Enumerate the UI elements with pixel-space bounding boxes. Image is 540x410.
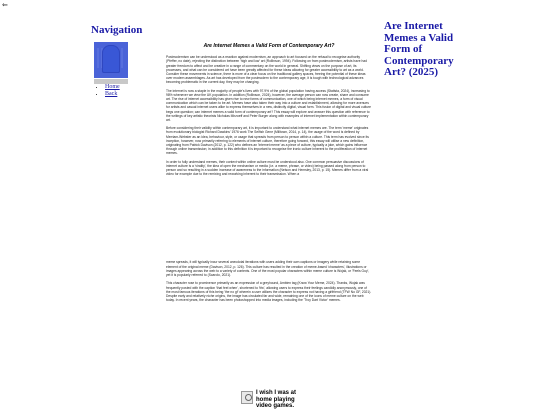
article-paragraph: This character rose to prominence primarily as an expression of a greyhound, Ambien tag (Know Your Meme, 2024). Thanks, Wojak was frequently posted with the caption 'that feel when', shortened to 'tfw', allowing users to express their feelings candidly anonymously, one of the most famous iterations of this being 'the no gf' wherein a user utilizes the character to express not having a girlfriend (TFW No GF, 2021). Despite early and relatively niche origins, the image has circulated far and wide, remaining one of the icons of meme culture on the web today. In recent years, the character has been photoshopped into media images, including the 'Troy Dart Victor' memes. [166,281,372,303]
article-paragraph: In order to fully understand memes, their context within online culture must be understood also. One common persuasive discussions of internet culture is a 'virality', the idea of open the mechanism or media (i.e. a meme, phrase, or video) being passed along from person to person and so resulting in a sudden increase of awareness to the information (Nelson and Hemsley, 2013, p. 15). Memes differ from a viral video for example due to the remixing and reworking inherent to their transmission. When a [166,159,369,177]
nav-link-back[interactable]: Back [105,91,118,97]
nav-image [94,42,128,78]
article-paragraph: Before considering their validity within contemporary art, it is important to understand what internet memes are. The term 'meme' originates from evolutionary biologist Richard Dawkins' 1976 work The Selfish Gene (Milltown, 2014, p. 14), the usage of the word is defined by Merriam-Webster as an idea, behaviour, style, or usage that spreads from person to person within a culture. This term has evolved since its inception, however, now primarily referring to elements of internet culture, therefore going forward, this essay will utilise a new definition, originating from Patrick Davison (2012, p. 122) who defines an 'internet meme' as a piece of culture, typically a joke, which gains influence through online transmission; in addition to this definition it is important to recognise the ironic culture inherent to the proliferation of internet memes. [166,126,369,156]
nav-list [97,84,120,98]
article [166,44,372,306]
article-paragraph: Postmodernism can be understood as a reaction against modernism, an approach to art focused on the refusal to recognise authority (Pfeffer, no date), rejecting the distinction between 'high and low' art (Rollinson, 1994). Following on from postmodernism, artists have had greater freedom to affect and be creative in a range of commentary on the world in general. Shifting views on the purpose of art, its processes, and what can be considered art have been greatly affected for these ideas allowing for greater accessibility to art as a world. Consider these movements in science, there is more of a clear focus on the traditional gallery spaces, freeing the potential of these ideas over modern assemblages. As art has developed from the postmodern to the contemporary age, it is tough with technological advances becoming problematic in the current day, they may be changing. [166,55,367,85]
navigation-panel [91,24,171,97]
nav-title: Navigation [91,24,143,36]
meme-image [241,390,301,409]
nav-item-home [105,84,120,91]
image-gap [166,180,372,260]
nav-link-home[interactable]: Home [105,84,120,90]
wojak-face-icon [241,391,253,404]
article-paragraph: The internet is now a staple in the majority of people's lives with 97.9% of the global population having access (Statista, 2024), increasing to 98% whenever we view the UK population. In addition (Rollinson, 2024), however, the average person can now create, share and consume art. The rise of internet accessibility has given rise to new forms of communication, one of which being internet memes, a form of visual communication which can be taken to be art. Memes have also taken their way into a culture and establishment, allowing for more avenues for artists and casual internet users alike to express themselves in a new, distinctly digital, visual form. This fusion of digital and visual culture begs one question; can internet memes a valid form of contemporary art? This essay will explore and answer this question with reference to the writings of key artistic theorists Nicholas Mirzoeff and Peter Burger along with examples of internet implementation within contemporary art. [166,88,371,123]
meme-caption: I wish I was at home playing video games. [256,390,297,409]
figure-silhouette [102,45,120,73]
nav-item-back [105,91,120,98]
back-arrow-icon[interactable]: ⇐ [2,1,8,9]
article-paragraph: meme spreads, it will typically incur several anecdotal iterations with users adding their own captions or imagery while retaining some element of the original meme (Davison, 2012, p. 126). This culture has resulted in the creation of meme-based 'characters', illustrations or images appearing across the web to a variety of contexts. One of the most popular characters within meme culture is Wojak, or 'Feels Guy', yet it is popularly referred to (Scarolo, 2021). [166,260,370,278]
article-heading: Are Internet Memes a Valid Form of Contemporary Art? [203,43,335,49]
page-title: Are Internet Memes a Valid Form of Contemporary Art? (2025) [384,20,454,78]
